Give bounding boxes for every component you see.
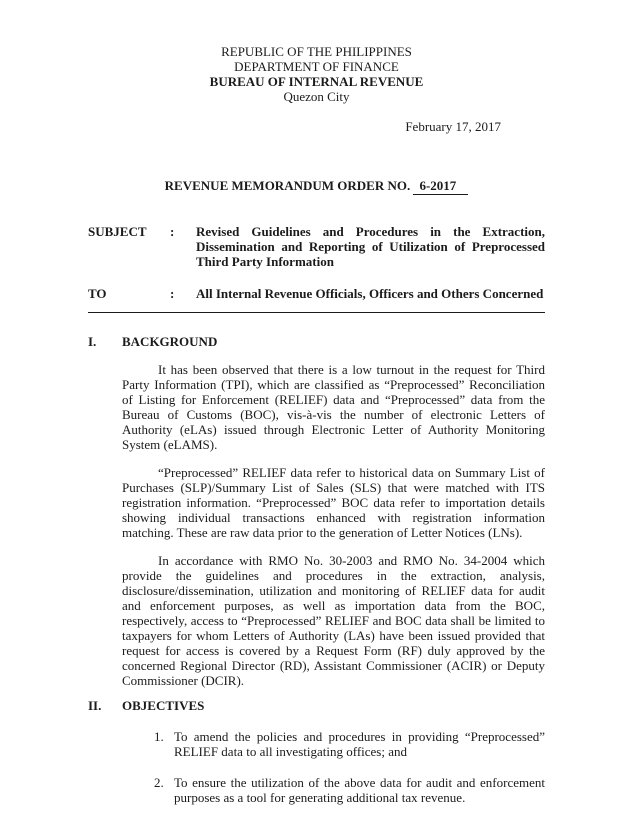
header-divider <box>88 312 545 313</box>
section-background-title: BACKGROUND <box>122 334 218 349</box>
section-background-heading <box>88 334 545 349</box>
objective-item-2-number: 2. <box>154 775 164 790</box>
section-background-body <box>122 362 545 688</box>
background-paragraph-2: “Preprocessed” RELIEF data refer to historical data on Summary List of Purchases (SLP)/Summary List of Sales (SLS) that were matched with ITS registration information. “Preprocessed” BOC data refer to importation details showing individual transactions enhanced with registration information matching. These are raw data prior to the generation of Letter Notices (LNs). <box>122 465 545 540</box>
subject-colon: : <box>170 224 175 239</box>
section-objectives-numeral: II. <box>88 698 102 713</box>
to-colon: : <box>170 286 175 301</box>
order-number: 6-2017 <box>413 178 468 195</box>
objective-item-1 <box>154 729 545 759</box>
order-title <box>88 178 545 195</box>
to-row <box>88 286 545 301</box>
section-objectives-title: OBJECTIVES <box>122 698 205 713</box>
background-paragraph-1: It has been observed that there is a low turnout in the request for Third Party Information (TPI), which are classified as “Preprocessed” Reconciliation of Listing for Enforcement (RELIEF) data and “Preprocessed” data from the Bureau of Customs (BOC), vis-à-vis the number of electronic Letters of Authority (eLAs) issued through Electronic Letter of Authority Monitoring System (eLAMS). <box>122 362 545 452</box>
subject-text: Revised Guidelines and Procedures in the Extraction, Dissemination and Reporting of Utilization of Preprocessed Third Party Information <box>196 224 545 269</box>
subject-row <box>88 224 545 269</box>
background-paragraph-3: In accordance with RMO No. 30-2003 and RMO No. 34-2004 which provide the guidelines and procedures in the extraction, analysis, disclosure/dissemination, utilization and monitoring of RELIEF data for audit and enforcement purposes, as well as importation data from the BOC, respectively, access to “Preprocessed” RELIEF and BOC data shall be limited to taxpayers for whom Letters of Authority (LAs) have been issued provided that request for access is covered by a Request Form (RF) duly approved by the concerned Regional Director (RD), Assistant Commissioner (ACIR) or Deputy Commissioner (DCIR). <box>122 553 545 688</box>
letterhead <box>88 44 545 104</box>
section-objectives-body <box>122 729 545 805</box>
letterhead-bureau: BUREAU OF INTERNAL REVENUE <box>209 74 424 89</box>
to-label: TO <box>88 286 107 301</box>
objective-item-2-text: To ensure the utilization of the above data for audit and enforcement purposes as a tool for generating additional tax revenue. <box>174 775 545 805</box>
letterhead-city: Quezon City <box>283 89 350 104</box>
section-background-numeral: I. <box>88 334 97 349</box>
letterhead-republic: REPUBLIC OF THE PHILIPPINES <box>221 44 412 59</box>
document-date: February 17, 2017 <box>405 119 501 134</box>
section-objectives-heading <box>88 698 545 713</box>
order-title-prefix: REVENUE MEMORANDUM ORDER NO. <box>164 178 411 193</box>
objective-item-1-text: To amend the policies and procedures in providing “Preprocessed” RELIEF data to all investigating offices; and <box>174 729 545 759</box>
letterhead-department: DEPARTMENT OF FINANCE <box>234 59 399 74</box>
objective-item-1-number: 1. <box>154 729 164 744</box>
to-text: All Internal Revenue Officials, Officers and Others Concerned <box>196 286 544 301</box>
objective-item-2 <box>154 775 545 805</box>
subject-label: SUBJECT <box>88 224 147 239</box>
